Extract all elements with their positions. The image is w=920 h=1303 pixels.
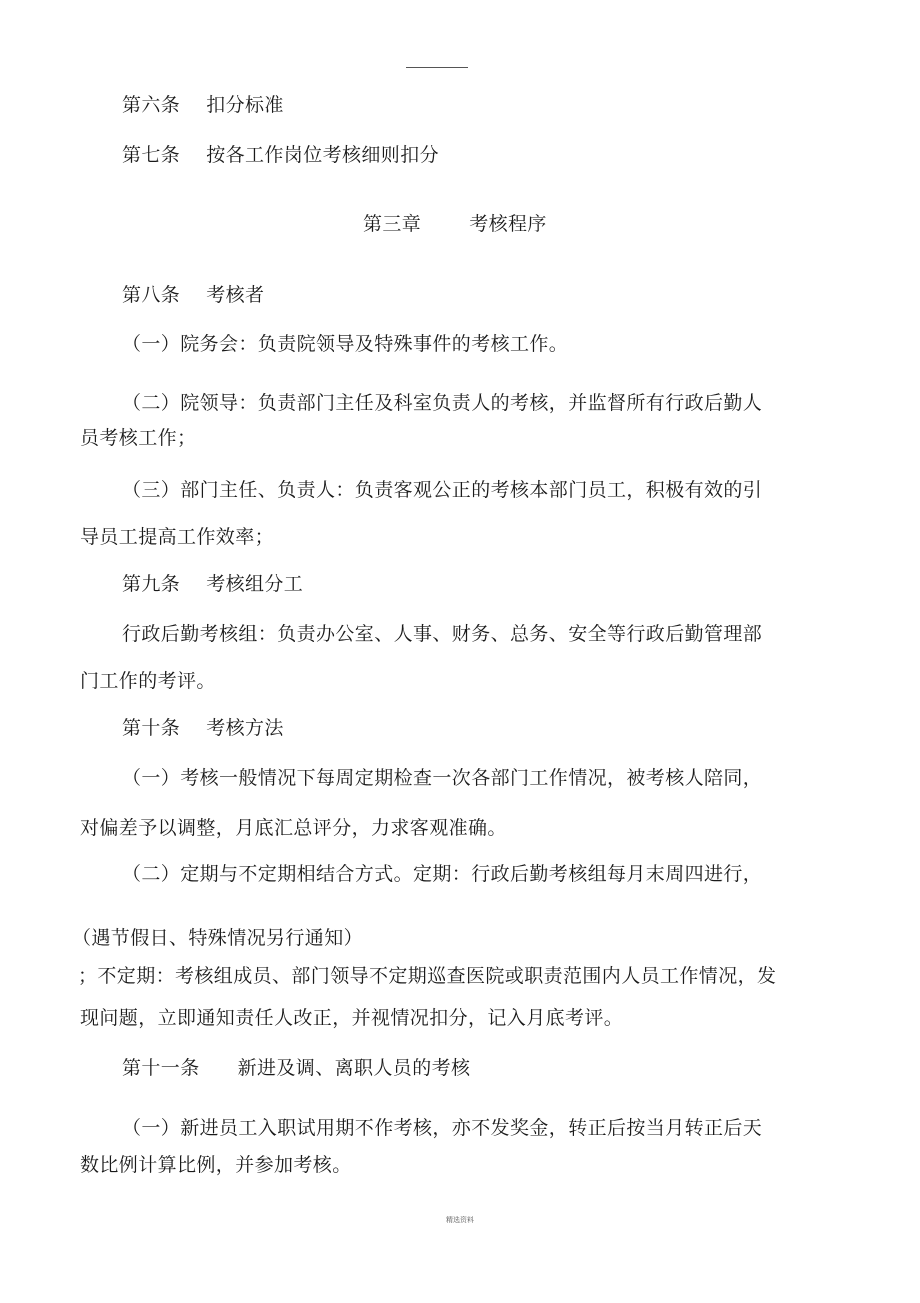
header-rule (406, 67, 468, 68)
article-11-heading (122, 1057, 470, 1079)
article-title: 考核组分工 (206, 573, 304, 595)
article-11-item-1-line-2: 数比例计算比例，并参加考核。 (80, 1154, 352, 1176)
article-11-item-1-line-1: （一）新进员工入职试用期不作考核，亦不发奖金，转正后按当月转正后天 (122, 1117, 763, 1139)
article-10-item-1-line-1: （一）考核一般情况下每周定期检查一次各部门工作情况，被考核人陪同， (122, 767, 763, 789)
page-footer: 精选资料 (446, 1216, 474, 1224)
article-number: 第十条 (122, 717, 181, 739)
article-10-item-2-line-3: ；不定期：考核组成员、部门领导不定期巡查医院或职责范围内人员工作情况，发 (78, 965, 777, 987)
article-9-heading (122, 573, 303, 595)
article-number: 第六条 (122, 94, 181, 116)
article-10-item-2-line-1: （二）定期与不定期相结合方式。定期：行政后勤考核组每月末周四进行， (122, 863, 763, 885)
article-number: 第十一条 (122, 1057, 200, 1079)
article-9-para-line-1: 行政后勤考核组：负责办公室、人事、财务、总务、安全等行政后勤管理部 (122, 623, 763, 645)
article-title: 按各工作岗位考核细则扣分 (206, 144, 440, 166)
article-number: 第七条 (122, 144, 181, 166)
article-6-heading (122, 94, 284, 116)
article-10-item-2-line-2: （遇节假日、特殊情况另行通知） (72, 927, 364, 949)
article-8-item-2-line-1: （二）院领导：负责部门主任及科室负责人的考核，并监督所有行政后勤人 (122, 392, 763, 414)
article-9-para-line-2: 门工作的考评。 (80, 670, 216, 692)
article-10-item-2-line-4: 现问题，立即通知责任人改正，并视情况扣分，记入月底考评。 (80, 1007, 624, 1029)
article-number: 第八条 (122, 284, 181, 306)
article-number: 第九条 (122, 573, 181, 595)
chapter-3-heading (363, 213, 547, 235)
article-8-heading (122, 284, 264, 306)
chapter-title: 考核程序 (469, 213, 547, 235)
article-8-item-3-line-1: （三）部门主任、负责人：负责客观公正的考核本部门员工，积极有效的引 (122, 479, 763, 501)
article-title: 新进及调、离职人员的考核 (237, 1057, 471, 1079)
article-7-heading (122, 144, 439, 166)
article-8-item-3-line-2: 导员工提高工作效率； (80, 526, 275, 548)
article-title: 扣分标准 (206, 94, 284, 116)
article-8-item-1: （一）院务会：负责院领导及特殊事件的考核工作。 (122, 333, 569, 355)
article-title: 考核方法 (206, 717, 284, 739)
article-10-heading (122, 717, 284, 739)
chapter-number: 第三章 (363, 213, 422, 235)
article-title: 考核者 (206, 284, 265, 306)
article-10-item-1-line-2: 对偏差予以调整，月底汇总评分，力求客观准确。 (80, 817, 507, 839)
article-8-item-2-line-2: 员考核工作； (80, 427, 197, 449)
